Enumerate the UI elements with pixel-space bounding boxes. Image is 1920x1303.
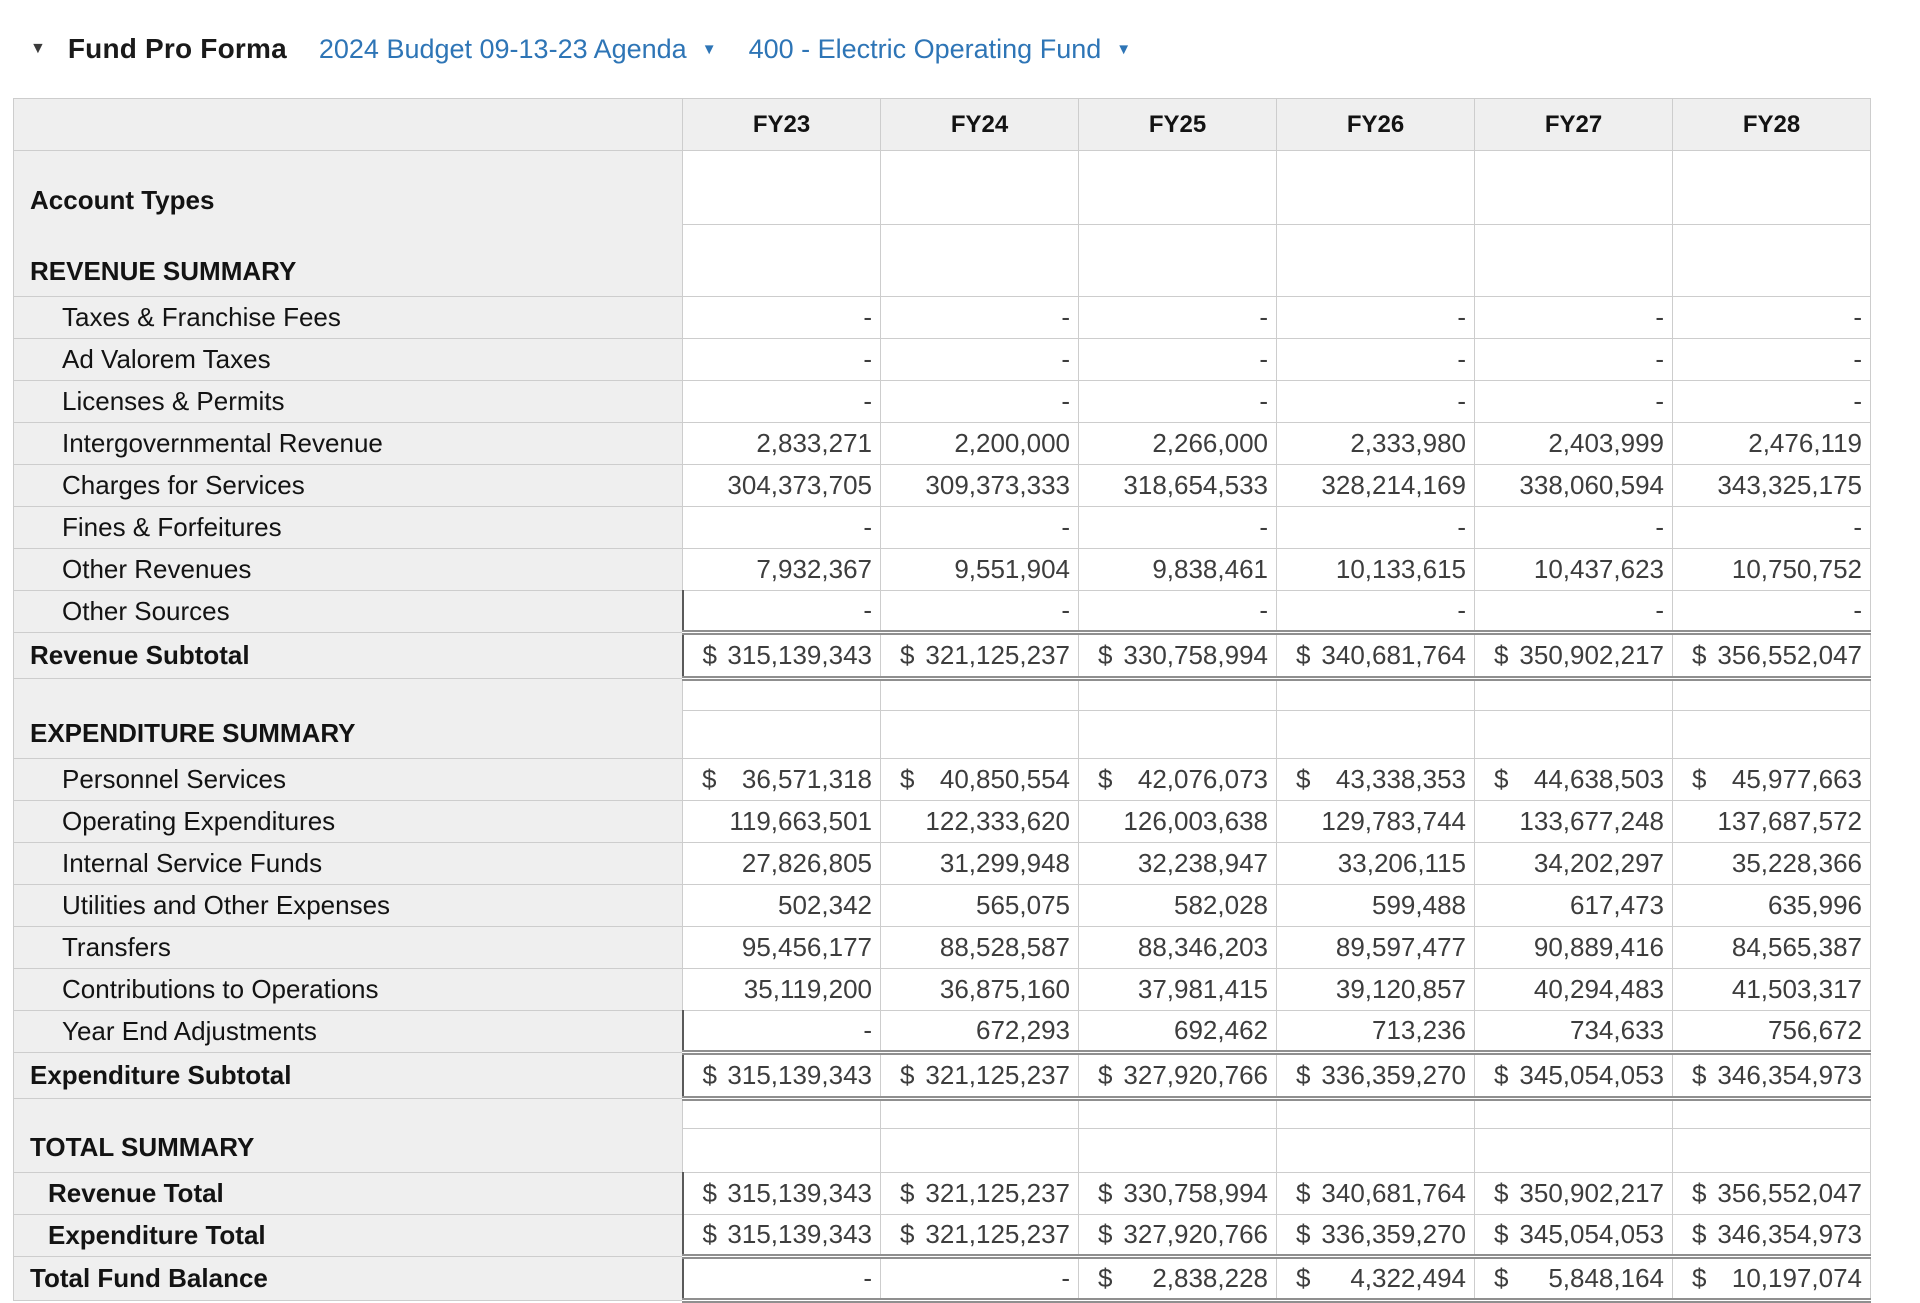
row-label: Contributions to Operations <box>14 969 683 1011</box>
spacer-row <box>14 679 1871 711</box>
cell-value: 345,054,053 <box>1519 1060 1664 1090</box>
cell: 599,488 <box>1277 885 1475 927</box>
row-label: TOTAL SUMMARY <box>14 1129 683 1173</box>
cell: 27,826,805 <box>683 843 881 885</box>
cell <box>881 1099 1079 1129</box>
cell <box>1277 1129 1475 1173</box>
table-row <box>14 381 1871 423</box>
cell: 635,996 <box>1673 885 1871 927</box>
cell-value: 43,338,353 <box>1335 764 1466 794</box>
fund-dropdown[interactable] <box>749 34 1132 65</box>
table-row <box>14 885 1871 927</box>
row-label: Operating Expenditures <box>14 801 683 843</box>
cell <box>683 711 881 759</box>
cell <box>1673 1053 1871 1099</box>
cell: 617,473 <box>1475 885 1673 927</box>
cell <box>1673 1257 1871 1301</box>
cell <box>1079 1053 1277 1099</box>
cell <box>1079 225 1277 297</box>
cell: - <box>1673 507 1871 549</box>
cell <box>1475 1099 1673 1129</box>
cell-value: 336,359,270 <box>1321 1219 1466 1249</box>
cell-value: 321,125,237 <box>925 1178 1070 1208</box>
cell: - <box>1475 297 1673 339</box>
cell-value: 340,681,764 <box>1321 1178 1466 1208</box>
page-title: Fund Pro Forma <box>67 33 287 64</box>
budget-dropdown[interactable] <box>319 34 717 65</box>
cell <box>1079 711 1277 759</box>
cell <box>1277 633 1475 679</box>
cell-value: 5,848,164 <box>1548 1263 1664 1293</box>
cell: 692,462 <box>1079 1011 1277 1053</box>
cell: 39,120,857 <box>1277 969 1475 1011</box>
table-row <box>14 225 1871 297</box>
cell: - <box>683 507 881 549</box>
cell: - <box>1673 591 1871 633</box>
cell <box>1475 711 1673 759</box>
table-body <box>14 151 1871 1301</box>
row-label: Internal Service Funds <box>14 843 683 885</box>
currency-symbol: $ <box>1098 764 1113 794</box>
table-row <box>14 801 1871 843</box>
cell <box>1673 1215 1871 1257</box>
cell <box>1673 151 1871 225</box>
cell: - <box>1277 381 1475 423</box>
column-header: FY23 <box>683 99 881 151</box>
cell <box>1475 679 1673 711</box>
currency-symbol: $ <box>1098 640 1113 670</box>
cell: - <box>1475 339 1673 381</box>
cell: 2,266,000 <box>1079 423 1277 465</box>
cell: - <box>683 591 881 633</box>
cell: 9,838,461 <box>1079 549 1277 591</box>
row-label: Personnel Services <box>14 759 683 801</box>
cell: 565,075 <box>881 885 1079 927</box>
cell: - <box>881 507 1079 549</box>
row-label: Ad Valorem Taxes <box>14 339 683 381</box>
cell <box>1079 679 1277 711</box>
cell <box>1277 679 1475 711</box>
cell-value: 327,920,766 <box>1123 1219 1268 1249</box>
cell: 34,202,297 <box>1475 843 1673 885</box>
cell: - <box>881 339 1079 381</box>
currency-symbol: $ <box>900 640 915 670</box>
cell <box>881 151 1079 225</box>
cell <box>1673 1129 1871 1173</box>
cell: 10,437,623 <box>1475 549 1673 591</box>
cell <box>881 1053 1079 1099</box>
currency-symbol: $ <box>1098 1060 1113 1090</box>
table-row <box>14 711 1871 759</box>
cell: - <box>1673 381 1871 423</box>
cell <box>1475 759 1673 801</box>
cell-value: 321,125,237 <box>925 1060 1070 1090</box>
cell <box>1475 1215 1673 1257</box>
column-header: FY25 <box>1079 99 1277 151</box>
cell: - <box>1079 381 1277 423</box>
chevron-down-icon: ▼ <box>701 40 717 58</box>
cell <box>881 1129 1079 1173</box>
cell: 9,551,904 <box>881 549 1079 591</box>
cell <box>1277 1257 1475 1301</box>
cell-value: 350,902,217 <box>1519 1178 1664 1208</box>
table-row <box>14 339 1871 381</box>
cell: 309,373,333 <box>881 465 1079 507</box>
row-label: Licenses & Permits <box>14 381 683 423</box>
cell-value: 40,850,554 <box>939 764 1070 794</box>
cell-value: 330,758,994 <box>1123 1178 1268 1208</box>
row-label: Other Sources <box>14 591 683 633</box>
currency-symbol: $ <box>1494 1060 1509 1090</box>
currency-symbol: $ <box>702 1219 717 1249</box>
cell: 40,294,483 <box>1475 969 1673 1011</box>
cell <box>1079 151 1277 225</box>
cell <box>1673 679 1871 711</box>
chevron-down-icon: ▼ <box>1116 40 1132 58</box>
cell: - <box>1475 591 1673 633</box>
cell <box>1079 1257 1277 1301</box>
currency-symbol: $ <box>1098 1178 1113 1208</box>
currency-symbol: $ <box>1494 1219 1509 1249</box>
cell: 133,677,248 <box>1475 801 1673 843</box>
cell <box>683 1099 881 1129</box>
cell: 2,833,271 <box>683 423 881 465</box>
table-row <box>14 927 1871 969</box>
column-header-blank <box>14 99 683 151</box>
currency-symbol: $ <box>1296 1060 1311 1090</box>
currency-symbol: $ <box>1296 1219 1311 1249</box>
row-label: REVENUE SUMMARY <box>14 225 683 297</box>
currency-symbol: $ <box>1098 1263 1113 1293</box>
cell <box>1673 225 1871 297</box>
cell: 137,687,572 <box>1673 801 1871 843</box>
fund-pro-forma-table <box>13 98 1871 1303</box>
cell: 2,200,000 <box>881 423 1079 465</box>
cell <box>1079 633 1277 679</box>
table-row <box>14 1173 1871 1215</box>
table-row <box>14 1053 1871 1099</box>
cell: 32,238,947 <box>1079 843 1277 885</box>
currency-symbol: $ <box>1296 764 1311 794</box>
cell <box>683 1053 881 1099</box>
row-label <box>14 679 683 711</box>
cell <box>1673 759 1871 801</box>
row-label: Revenue Subtotal <box>14 633 683 679</box>
table-row <box>14 1129 1871 1173</box>
cell: - <box>1079 507 1277 549</box>
cell <box>1475 1257 1673 1301</box>
cell <box>1277 225 1475 297</box>
currency-symbol: $ <box>1692 640 1707 670</box>
cell-value: 340,681,764 <box>1321 640 1466 670</box>
cell <box>1277 759 1475 801</box>
currency-symbol: $ <box>702 1178 717 1208</box>
cell: 318,654,533 <box>1079 465 1277 507</box>
currency-symbol: $ <box>1692 1060 1707 1090</box>
row-label: Revenue Total <box>14 1173 683 1215</box>
cell <box>881 1215 1079 1257</box>
row-label: Account Types <box>14 151 683 225</box>
cell <box>881 759 1079 801</box>
cell-value: 2,838,228 <box>1152 1263 1268 1293</box>
cell: - <box>1475 507 1673 549</box>
cell <box>881 679 1079 711</box>
table-row <box>14 1215 1871 1257</box>
row-label: Utilities and Other Expenses <box>14 885 683 927</box>
cell <box>1475 1053 1673 1099</box>
column-header: FY26 <box>1277 99 1475 151</box>
cell: - <box>1079 591 1277 633</box>
table-header <box>14 99 1871 151</box>
currency-symbol: $ <box>1692 1219 1707 1249</box>
cell <box>1277 711 1475 759</box>
cell: 89,597,477 <box>1277 927 1475 969</box>
cell-value: 315,139,343 <box>727 1219 872 1249</box>
cell <box>1673 1173 1871 1215</box>
cell <box>683 225 881 297</box>
cell-value: 10,197,074 <box>1731 1263 1862 1293</box>
cell: - <box>881 297 1079 339</box>
cell <box>683 1129 881 1173</box>
cell-value: 321,125,237 <box>925 1219 1070 1249</box>
table-row <box>14 507 1871 549</box>
cell <box>1079 1099 1277 1129</box>
cell <box>683 679 881 711</box>
cell: 343,325,175 <box>1673 465 1871 507</box>
cell <box>1475 633 1673 679</box>
cell-value: 356,552,047 <box>1717 640 1862 670</box>
cell: 713,236 <box>1277 1011 1475 1053</box>
table-row <box>14 465 1871 507</box>
cell: 582,028 <box>1079 885 1277 927</box>
cell <box>1475 1129 1673 1173</box>
cell-value: 321,125,237 <box>925 640 1070 670</box>
currency-symbol: $ <box>900 1219 915 1249</box>
cell <box>683 759 881 801</box>
cell: - <box>1277 339 1475 381</box>
table-row <box>14 969 1871 1011</box>
currency-symbol: $ <box>702 640 717 670</box>
table-row <box>14 633 1871 679</box>
cell-value: 44,638,503 <box>1533 764 1664 794</box>
row-label: Intergovernmental Revenue <box>14 423 683 465</box>
cell <box>683 1173 881 1215</box>
cell-value: 315,139,343 <box>727 1060 872 1090</box>
table-row <box>14 1257 1871 1301</box>
currency-symbol: $ <box>702 764 717 794</box>
currency-symbol: $ <box>1692 1263 1707 1293</box>
cell-value: 346,354,973 <box>1717 1060 1862 1090</box>
row-label: Taxes & Franchise Fees <box>14 297 683 339</box>
cell: - <box>683 381 881 423</box>
cell: - <box>1079 339 1277 381</box>
currency-symbol: $ <box>1296 1263 1311 1293</box>
cell: 126,003,638 <box>1079 801 1277 843</box>
table-row <box>14 843 1871 885</box>
row-label: Expenditure Total <box>14 1215 683 1257</box>
row-label: Charges for Services <box>14 465 683 507</box>
cell: 2,403,999 <box>1475 423 1673 465</box>
cell: 36,875,160 <box>881 969 1079 1011</box>
cell: 122,333,620 <box>881 801 1079 843</box>
cell: - <box>881 381 1079 423</box>
cell: - <box>1079 297 1277 339</box>
cell-value: 356,552,047 <box>1717 1178 1862 1208</box>
cell <box>1673 1099 1871 1129</box>
cell <box>1079 1173 1277 1215</box>
fund-dropdown-label: 400 - Electric Operating Fund <box>748 33 1102 64</box>
cell <box>1277 1099 1475 1129</box>
cell: 33,206,115 <box>1277 843 1475 885</box>
cell: - <box>683 297 881 339</box>
cell: - <box>1673 297 1871 339</box>
cell <box>1673 633 1871 679</box>
cell <box>1079 759 1277 801</box>
row-label: Transfers <box>14 927 683 969</box>
currency-symbol: $ <box>1296 1178 1311 1208</box>
cell: - <box>881 591 1079 633</box>
cell: 756,672 <box>1673 1011 1871 1053</box>
cell: 10,750,752 <box>1673 549 1871 591</box>
cell-value: 336,359,270 <box>1321 1060 1466 1090</box>
row-label <box>14 1099 683 1129</box>
row-label: Year End Adjustments <box>14 1011 683 1053</box>
cell <box>1475 1173 1673 1215</box>
cell-value: 350,902,217 <box>1519 640 1664 670</box>
currency-symbol: $ <box>1692 764 1707 794</box>
cell: 35,119,200 <box>683 969 881 1011</box>
currency-symbol: $ <box>1494 640 1509 670</box>
cell <box>881 633 1079 679</box>
cell: 95,456,177 <box>683 927 881 969</box>
cell <box>1277 1215 1475 1257</box>
cell: - <box>1673 339 1871 381</box>
cell: - <box>1475 381 1673 423</box>
cell: 10,133,615 <box>1277 549 1475 591</box>
row-label: Fines & Forfeitures <box>14 507 683 549</box>
currency-symbol: $ <box>1494 764 1509 794</box>
cell: 129,783,744 <box>1277 801 1475 843</box>
cell: 7,932,367 <box>683 549 881 591</box>
cell: 31,299,948 <box>881 843 1079 885</box>
table-row <box>14 423 1871 465</box>
cell: 37,981,415 <box>1079 969 1277 1011</box>
cell: 338,060,594 <box>1475 465 1673 507</box>
cell <box>683 151 881 225</box>
table-row <box>14 297 1871 339</box>
row-label: Other Revenues <box>14 549 683 591</box>
cell-value: 345,054,053 <box>1519 1219 1664 1249</box>
table-row <box>14 1011 1871 1053</box>
cell <box>1079 1129 1277 1173</box>
cell: 304,373,705 <box>683 465 881 507</box>
row-label: Expenditure Subtotal <box>14 1053 683 1099</box>
cell-value: 327,920,766 <box>1123 1060 1268 1090</box>
cell-value: 315,139,343 <box>727 1178 872 1208</box>
cell: 35,228,366 <box>1673 843 1871 885</box>
cell <box>1079 1215 1277 1257</box>
currency-symbol: $ <box>1296 640 1311 670</box>
toolbar <box>0 0 1920 98</box>
cell <box>1277 151 1475 225</box>
cell <box>881 225 1079 297</box>
cell <box>1277 1173 1475 1215</box>
cell-value: 42,076,073 <box>1137 764 1268 794</box>
table-row <box>14 549 1871 591</box>
spacer-row <box>14 1099 1871 1129</box>
cell: - <box>683 339 881 381</box>
cell: 734,633 <box>1475 1011 1673 1053</box>
collapse-caret-icon[interactable]: ▼ <box>30 40 46 57</box>
column-header: FY27 <box>1475 99 1673 151</box>
cell: 88,346,203 <box>1079 927 1277 969</box>
cell <box>1475 225 1673 297</box>
cell: 2,333,980 <box>1277 423 1475 465</box>
cell: 2,476,119 <box>1673 423 1871 465</box>
currency-symbol: $ <box>900 1060 915 1090</box>
row-label: EXPENDITURE SUMMARY <box>14 711 683 759</box>
cell <box>881 1173 1079 1215</box>
currency-symbol: $ <box>1098 1219 1113 1249</box>
cell-value: 315,139,343 <box>727 640 872 670</box>
cell <box>881 711 1079 759</box>
column-header: FY28 <box>1673 99 1871 151</box>
cell <box>683 1215 881 1257</box>
column-header: FY24 <box>881 99 1079 151</box>
cell: 84,565,387 <box>1673 927 1871 969</box>
cell: - <box>881 1257 1079 1301</box>
cell: 119,663,501 <box>683 801 881 843</box>
currency-symbol: $ <box>900 1178 915 1208</box>
cell: 502,342 <box>683 885 881 927</box>
table-row <box>14 591 1871 633</box>
cell: 328,214,169 <box>1277 465 1475 507</box>
cell-value: 346,354,973 <box>1717 1219 1862 1249</box>
cell: - <box>1277 591 1475 633</box>
cell <box>683 633 881 679</box>
cell <box>1277 1053 1475 1099</box>
cell <box>1673 711 1871 759</box>
currency-symbol: $ <box>1494 1178 1509 1208</box>
table-row <box>14 759 1871 801</box>
budget-dropdown-label: 2024 Budget 09-13-23 Agenda <box>318 33 687 64</box>
cell-value: 4,322,494 <box>1350 1263 1466 1293</box>
cell-value: 36,571,318 <box>741 764 872 794</box>
row-label: Total Fund Balance <box>14 1257 683 1301</box>
cell: - <box>1277 297 1475 339</box>
currency-symbol: $ <box>1494 1263 1509 1293</box>
cell-value: 330,758,994 <box>1123 640 1268 670</box>
cell: - <box>1277 507 1475 549</box>
cell-value: 45,977,663 <box>1731 764 1862 794</box>
table-row <box>14 151 1871 225</box>
cell: 88,528,587 <box>881 927 1079 969</box>
cell: 672,293 <box>881 1011 1079 1053</box>
cell: - <box>683 1011 881 1053</box>
cell <box>1475 151 1673 225</box>
cell: 41,503,317 <box>1673 969 1871 1011</box>
cell: 90,889,416 <box>1475 927 1673 969</box>
cell: - <box>683 1257 881 1301</box>
currency-symbol: $ <box>1692 1178 1707 1208</box>
currency-symbol: $ <box>900 764 915 794</box>
currency-symbol: $ <box>702 1060 717 1090</box>
